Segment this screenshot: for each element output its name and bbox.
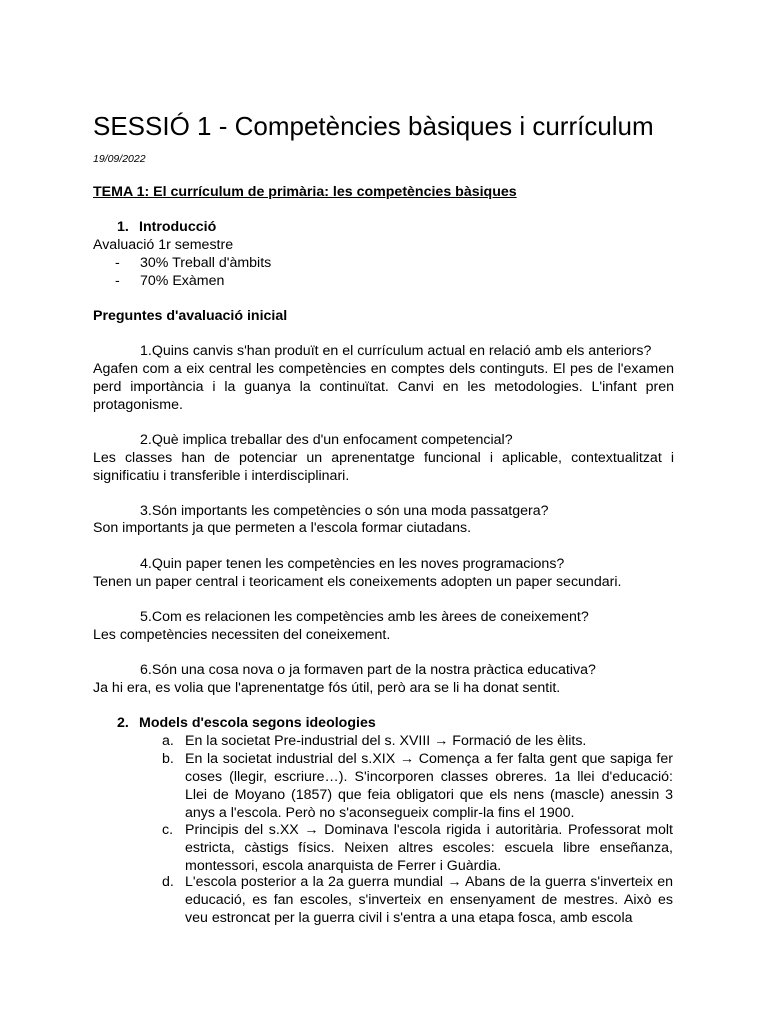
document-title: SESSIÓ 1 - Competències bàsiques i currículum xyxy=(93,111,654,141)
question-1: 1.Quins canvis s'han produït en el currículum actual en relació amb els anteriors? xyxy=(140,343,652,359)
list-letter: d. xyxy=(162,874,174,890)
document-date: 19/09/2022 xyxy=(93,153,146,165)
bullet-item xyxy=(93,254,674,272)
list-item xyxy=(93,873,674,945)
list-text: L'escola posterior a la 2a guerra mundial → Abans de la guerra s'inverteix en educació, es fan escoles, s'inverteix en ensenyament de mestres. Això es veu estroncat per la guerra civil i s'entra a una etapa fosca, amb escola xyxy=(185,874,673,926)
list-item xyxy=(93,732,674,750)
list-item xyxy=(93,750,674,822)
list-letter: c. xyxy=(162,822,174,838)
answer-6: Ja hi era, es volia que l'aprenentatge fós útil, però ara se li ha donat sentit. xyxy=(93,680,561,696)
bullet-dash: - xyxy=(115,273,120,289)
tema-heading: TEMA 1: El currículum de primària: les competències bàsiques xyxy=(93,184,517,200)
bullet-text: 70% Exàmen xyxy=(140,273,225,289)
list-letter: a. xyxy=(162,733,174,749)
question-4: 4.Quin paper tenen les competències en les noves programacions? xyxy=(140,556,565,572)
question-5: 5.Com es relacionen les competències amb les àrees de coneixement? xyxy=(140,609,589,625)
answer-1: Agafen com a eix central les competències en comptes dels continguts. El pes de l'examen perd importància i la guanya la continuïtat. Canvi en les metodologies. L'infant pren protagonisme. xyxy=(93,361,674,413)
list-letter: b. xyxy=(162,751,174,767)
section-2-heading xyxy=(93,714,674,732)
question-2: 2.Què implica treballar des d'un enfocament competencial? xyxy=(140,432,513,448)
section-1-heading xyxy=(93,218,674,236)
section-1-number: 1. xyxy=(117,219,129,235)
section-1-intro: Avaluació 1r semestre xyxy=(93,237,234,253)
list-text: Principis del s.XX → Dominava l'escola rigida i autoritària. Professorat molt estricta, càstigs físics. Neixen altres escoles: escuela libre enseñanza, montessori, escola anarquista de Ferrer i Guàrdia. xyxy=(185,822,673,874)
answer-2: Les classes han de potenciar un aprenentatge funcional i aplicable, contextualitzat i significatiu i transferible i interdisciplinari. xyxy=(93,450,674,484)
list-text: En la societat industrial del s.XIX → Comença a fer falta gent que sapiga fer coses (llegir, escriure…). S'incorporen classes obreres. 1a llei d'educació: Llei de Moyano (1857) que feia obligatori que els nens (mascle) anessin 3 anys a l'escola. Però no s'aconsegueix complir-la fins el 1900. xyxy=(185,751,673,821)
bullet-dash: - xyxy=(115,255,120,271)
answer-5: Les competències necessiten del coneixement. xyxy=(93,627,391,643)
bullet-text: 30% Treball d'àmbits xyxy=(140,255,272,271)
answer-3: Son importants ja que permeten a l'escola formar ciutadans. xyxy=(93,520,472,536)
list-text: En la societat Pre-industrial del s. XVIII → Formació de les èlits. xyxy=(185,733,587,749)
bullet-item xyxy=(93,272,674,290)
question-6: 6.Són una cosa nova o ja formaven part de la nostra pràctica educativa? xyxy=(140,662,596,678)
question-3: 3.Són importants les competències o són una moda passatgera? xyxy=(140,503,549,519)
section-1-title: Introducció xyxy=(139,219,217,235)
list-item xyxy=(93,821,674,875)
preguntes-heading: Preguntes d'avaluació inicial xyxy=(93,308,288,324)
section-2-number: 2. xyxy=(117,715,129,731)
answer-4: Tenen un paper central i teoricament els coneixements adopten un paper secundari. xyxy=(93,574,622,590)
section-2-title: Models d'escola segons ideologies xyxy=(139,715,376,731)
